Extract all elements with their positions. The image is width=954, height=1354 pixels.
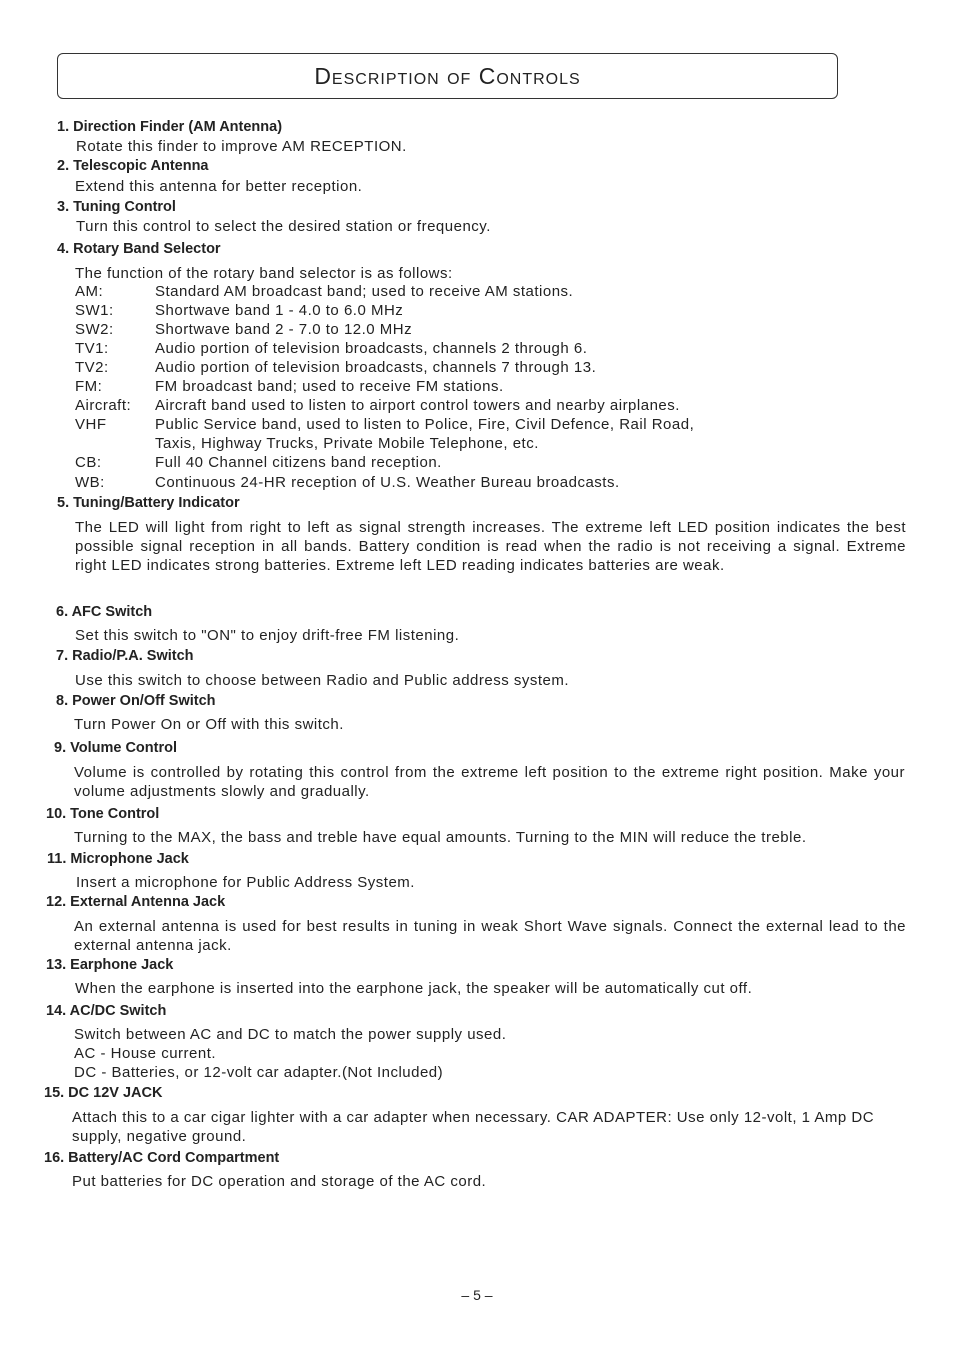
band-name: SW1:	[75, 302, 114, 319]
control-item-1	[57, 118, 282, 137]
item-heading: 7. Radio/P.A. Switch	[56, 648, 194, 664]
band-name: VHF	[75, 416, 107, 433]
item-heading: 5. Tuning/Battery Indicator	[57, 495, 240, 511]
item-text: The LED will light from right to left as signal strength increases. The extreme left LED position indicates the best possible signal reception in all bands. Battery condition is read when the radio is not receiving a signal. Extreme right LED indicates strong batteries. Extreme left LED reading indicates batteries are weak.	[75, 519, 906, 574]
band-desc: Public Service band, used to listen to Police, Fire, Civil Defence, Rail Road,	[155, 416, 695, 433]
band-desc: Continuous 24-HR reception of U.S. Weather Bureau broadcasts.	[155, 474, 620, 491]
band-name: SW2:	[75, 321, 114, 338]
item-heading: 3. Tuning Control	[57, 199, 176, 215]
item-heading: 8. Power On/Off Switch	[56, 693, 216, 709]
band-desc: Standard AM broadcast band; used to receive AM stations.	[155, 283, 574, 300]
item-text: Rotate this finder to improve AM RECEPTION.	[76, 138, 407, 155]
item-heading: 12. External Antenna Jack	[46, 894, 226, 910]
band-desc: Full 40 Channel citizens band reception.	[155, 454, 442, 471]
item-heading: 13. Earphone Jack	[46, 957, 174, 973]
item-text: Use this switch to choose between Radio and Public address system.	[75, 672, 570, 689]
band-desc: Taxis, Highway Trucks, Private Mobile Telephone, etc.	[155, 435, 539, 452]
title-box	[57, 53, 838, 99]
band-name: AM:	[75, 283, 104, 300]
band-name: WB:	[75, 474, 105, 491]
item-text: Set this switch to "ON" to enjoy drift-free FM listening.	[75, 627, 460, 644]
band-name: TV2:	[75, 359, 109, 376]
band-name: FM:	[75, 378, 103, 395]
band-name: Aircraft:	[75, 397, 132, 414]
item-heading: 14. AC/DC Switch	[46, 1003, 167, 1019]
band-name: CB:	[75, 454, 102, 471]
item-text: Turn this control to select the desired station or frequency.	[76, 218, 491, 235]
item-text: Attach this to a car cigar lighter with a car adapter when necessary. CAR ADAPTER: Use only 12-volt, 1 Amp DC supply, negative ground.	[72, 1109, 875, 1145]
band-intro-text: The function of the rotary band selector is as follows:	[75, 265, 453, 282]
item-text: Volume is controlled by rotating this control from the extreme left position to the extreme right position. Make your volume adjustments slowly and gradually.	[74, 764, 905, 800]
item-heading: 10. Tone Control	[46, 806, 160, 822]
item-text: DC - Batteries, or 12-volt car adapter.(Not Included)	[74, 1064, 444, 1081]
band-desc: FM broadcast band; used to receive FM stations.	[155, 378, 504, 395]
item-heading: 2. Telescopic Antenna	[57, 158, 209, 174]
item-heading: 15. DC 12V JACK	[44, 1085, 163, 1101]
item-text: Put batteries for DC operation and storage of the AC cord.	[72, 1173, 487, 1190]
item-heading: 9. Volume Control	[54, 740, 177, 756]
item-heading: 11. Microphone Jack	[47, 851, 189, 867]
item-text: Turning to the MAX, the bass and treble have equal amounts. Turning to the MIN will reduce the treble.	[74, 829, 807, 846]
item-text: An external antenna is used for best results in tuning in weak Short Wave signals. Connect the external lead to the external antenna jack.	[74, 918, 906, 954]
item-text: Insert a microphone for Public Address System.	[76, 874, 415, 891]
band-desc: Aircraft band used to listen to airport control towers and nearby airplanes.	[155, 397, 680, 414]
item-text: Switch between AC and DC to match the power supply used.	[74, 1026, 507, 1043]
page-title: Description of Controls	[314, 62, 581, 89]
item-text: When the earphone is inserted into the earphone jack, the speaker will be automatically cut off.	[75, 980, 753, 997]
item-heading: 6. AFC Switch	[56, 604, 153, 620]
item-text: Turn Power On or Off with this switch.	[74, 716, 344, 733]
band-desc: Shortwave band 1 - 4.0 to 6.0 MHz	[155, 302, 404, 319]
band-name: TV1:	[75, 340, 109, 357]
item-heading: 16. Battery/AC Cord Compartment	[44, 1150, 280, 1166]
item-text: Extend this antenna for better reception.	[75, 178, 363, 195]
page-number: – 5 –	[461, 1287, 493, 1303]
band-desc: Shortwave band 2 - 7.0 to 12.0 MHz	[155, 321, 413, 338]
band-desc: Audio portion of television broadcasts, channels 2 through 6.	[155, 340, 588, 357]
item-heading: 1. Direction Finder (AM Antenna)	[57, 119, 283, 135]
band-desc: Audio portion of television broadcasts, channels 7 through 13.	[155, 359, 597, 376]
item-heading: 4. Rotary Band Selector	[57, 241, 221, 257]
item-text: AC - House current.	[74, 1045, 217, 1062]
